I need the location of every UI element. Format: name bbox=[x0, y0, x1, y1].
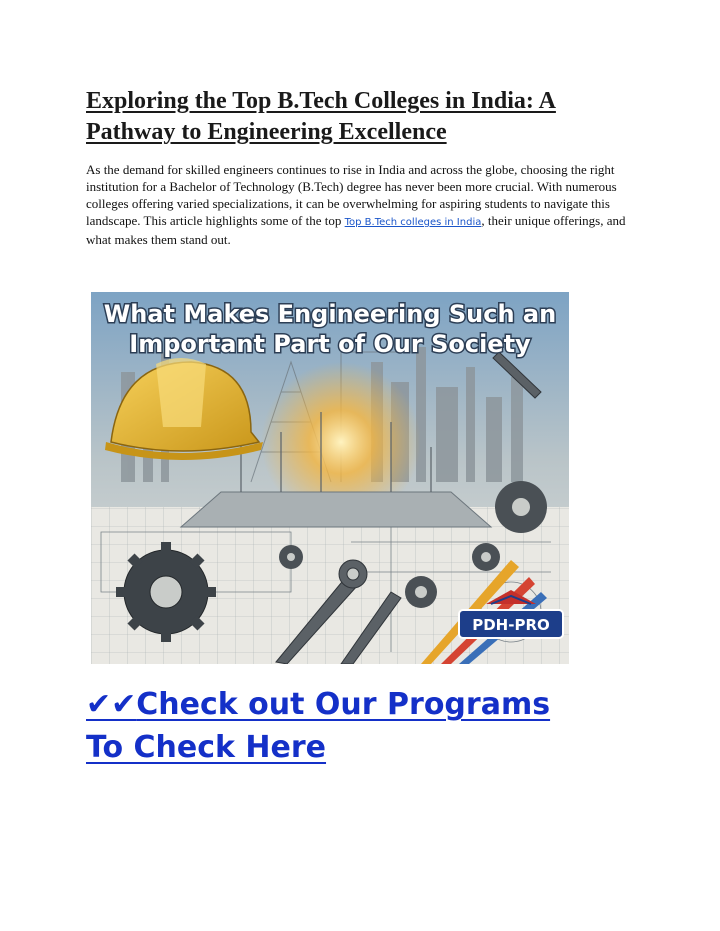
article-title: Exploring the Top B.Tech Colleges in India: A Pathway to Engineering Excellence bbox=[86, 88, 556, 145]
article-intro bbox=[86, 161, 646, 248]
intro-text-after-link: , their unique offerings, and what makes them stand out. bbox=[86, 213, 626, 247]
double-checkmark-icon: ✔✔ bbox=[86, 687, 137, 722]
check-programs-link[interactable] bbox=[86, 683, 686, 769]
btech-colleges-link[interactable]: Top B.Tech colleges in India bbox=[344, 217, 482, 228]
hero-headline-line2: Important Part of Our Society bbox=[129, 330, 531, 358]
gear-icon bbox=[116, 542, 216, 642]
cta-line1: Check out Our Programs bbox=[136, 687, 551, 722]
hero-image bbox=[91, 292, 569, 664]
intro-text-before-link: As the demand for skilled engineers continues to rise in India and across the globe, choosing the right institution for a Bachelor of Technology (B.Tech) degree has never been more crucial. With numerous colleges offering varied specializations, it can be overwhelming for aspiring students to navigate this landscape. This article highlights some of the top bbox=[86, 162, 617, 228]
logo-text: PDH-PRO bbox=[472, 616, 550, 634]
cta-line2: To Check Here bbox=[86, 730, 327, 765]
hero-headline-line1: What Makes Engineering Such an bbox=[103, 300, 557, 328]
